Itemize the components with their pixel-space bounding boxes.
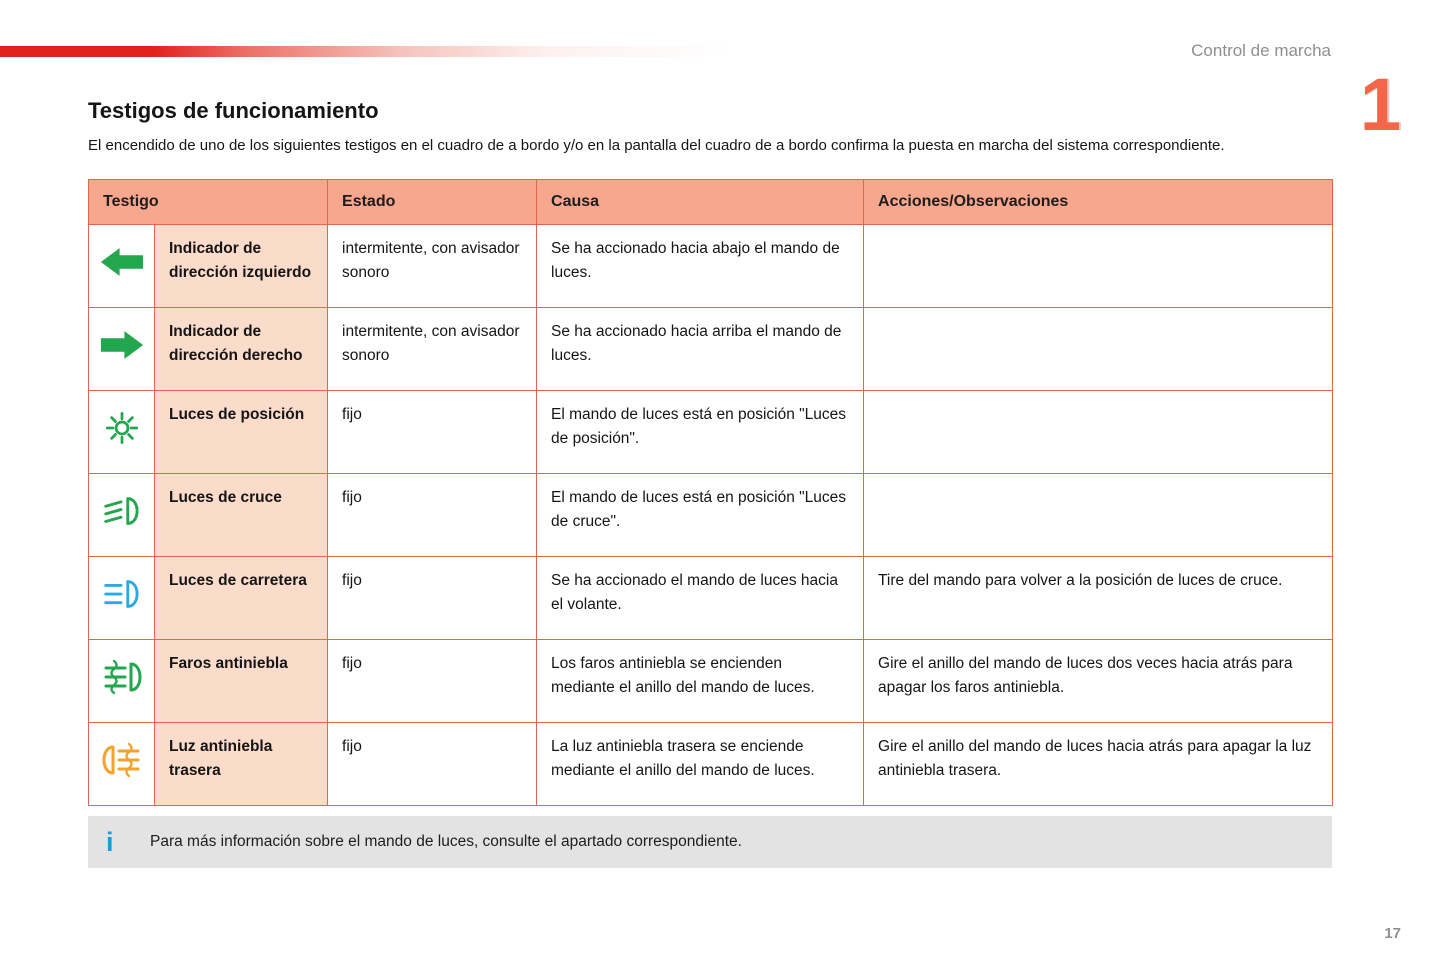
high-beam-icon bbox=[89, 557, 155, 640]
chapter-number: 1 bbox=[1359, 63, 1401, 146]
page-title: Testigos de funcionamiento bbox=[88, 98, 379, 123]
decorative-red-streak bbox=[0, 46, 730, 57]
indicator-estado: intermitente, con avisador sonoro bbox=[328, 308, 537, 391]
info-icon: i bbox=[106, 826, 114, 857]
front-fog-lights-icon bbox=[89, 640, 155, 723]
column-header: Testigo bbox=[89, 180, 328, 225]
indicator-estado: intermitente, con avisador sonoro bbox=[328, 225, 537, 308]
page-number: 17 bbox=[1384, 925, 1401, 942]
table-row bbox=[89, 474, 1333, 557]
table-row bbox=[89, 308, 1333, 391]
table-row bbox=[89, 391, 1333, 474]
table-row bbox=[89, 640, 1333, 723]
indicator-name: Indicador de dirección izquierdo bbox=[155, 225, 328, 308]
indicator-name: Luces de cruce bbox=[155, 474, 328, 557]
indicator-estado: fijo bbox=[328, 474, 537, 557]
indicator-estado: fijo bbox=[328, 391, 537, 474]
indicator-causa: Los faros antiniebla se encienden mediante el anillo del mando de luces. bbox=[537, 640, 864, 723]
indicator-causa: El mando de luces está en posición "Luces de posición". bbox=[537, 391, 864, 474]
indicator-acciones: Gire el anillo del mando de luces dos veces hacia atrás para apagar los faros antiniebla. bbox=[864, 640, 1333, 723]
rear-fog-light-icon bbox=[89, 723, 155, 806]
indicator-estado: fijo bbox=[328, 557, 537, 640]
column-header: Acciones/Observaciones bbox=[864, 180, 1333, 225]
indicator-name: Luz antiniebla trasera bbox=[155, 723, 328, 806]
indicator-causa: Se ha accionado hacia abajo el mando de luces. bbox=[537, 225, 864, 308]
indicator-name: Faros antiniebla bbox=[155, 640, 328, 723]
indicator-causa: La luz antiniebla trasera se enciende mediante el anillo del mando de luces. bbox=[537, 723, 864, 806]
indicator-causa: Se ha accionado el mando de luces hacia el volante. bbox=[537, 557, 864, 640]
position-lights-icon bbox=[89, 391, 155, 474]
indicator-causa: Se ha accionado hacia arriba el mando de luces. bbox=[537, 308, 864, 391]
column-header: Causa bbox=[537, 180, 864, 225]
indicator-acciones bbox=[864, 225, 1333, 308]
page-content bbox=[88, 98, 1332, 868]
table-row bbox=[89, 225, 1333, 308]
info-note bbox=[88, 816, 1332, 868]
intro-text: El encendido de uno de los siguientes testigos en el cuadro de a bordo y/o en la pantalla del cuadro de a bordo confirma la puesta en marcha del sistema correspondiente. bbox=[88, 137, 1225, 154]
indicator-estado: fijo bbox=[328, 723, 537, 806]
indicators-table bbox=[88, 179, 1333, 806]
section-header: Control de marcha bbox=[1191, 41, 1331, 60]
indicator-estado: fijo bbox=[328, 640, 537, 723]
indicator-acciones: Gire el anillo del mando de luces hacia atrás para apagar la luz antiniebla trasera. bbox=[864, 723, 1333, 806]
indicator-name: Luces de posición bbox=[155, 391, 328, 474]
indicator-acciones bbox=[864, 474, 1333, 557]
column-header: Estado bbox=[328, 180, 537, 225]
indicator-causa: El mando de luces está en posición "Luces de cruce". bbox=[537, 474, 864, 557]
turn-left-indicator-icon bbox=[89, 225, 155, 308]
indicator-acciones bbox=[864, 391, 1333, 474]
indicator-name: Indicador de dirección derecho bbox=[155, 308, 328, 391]
low-beam-icon bbox=[89, 474, 155, 557]
table-row bbox=[89, 723, 1333, 806]
indicator-acciones: Tire del mando para volver a la posición de luces de cruce. bbox=[864, 557, 1333, 640]
table-row bbox=[89, 557, 1333, 640]
indicator-name: Luces de carretera bbox=[155, 557, 328, 640]
turn-right-indicator-icon bbox=[89, 308, 155, 391]
indicator-acciones bbox=[864, 308, 1333, 391]
table-header-row bbox=[89, 180, 1333, 225]
info-note-text: Para más información sobre el mando de luces, consulte el apartado correspondiente. bbox=[150, 833, 742, 850]
